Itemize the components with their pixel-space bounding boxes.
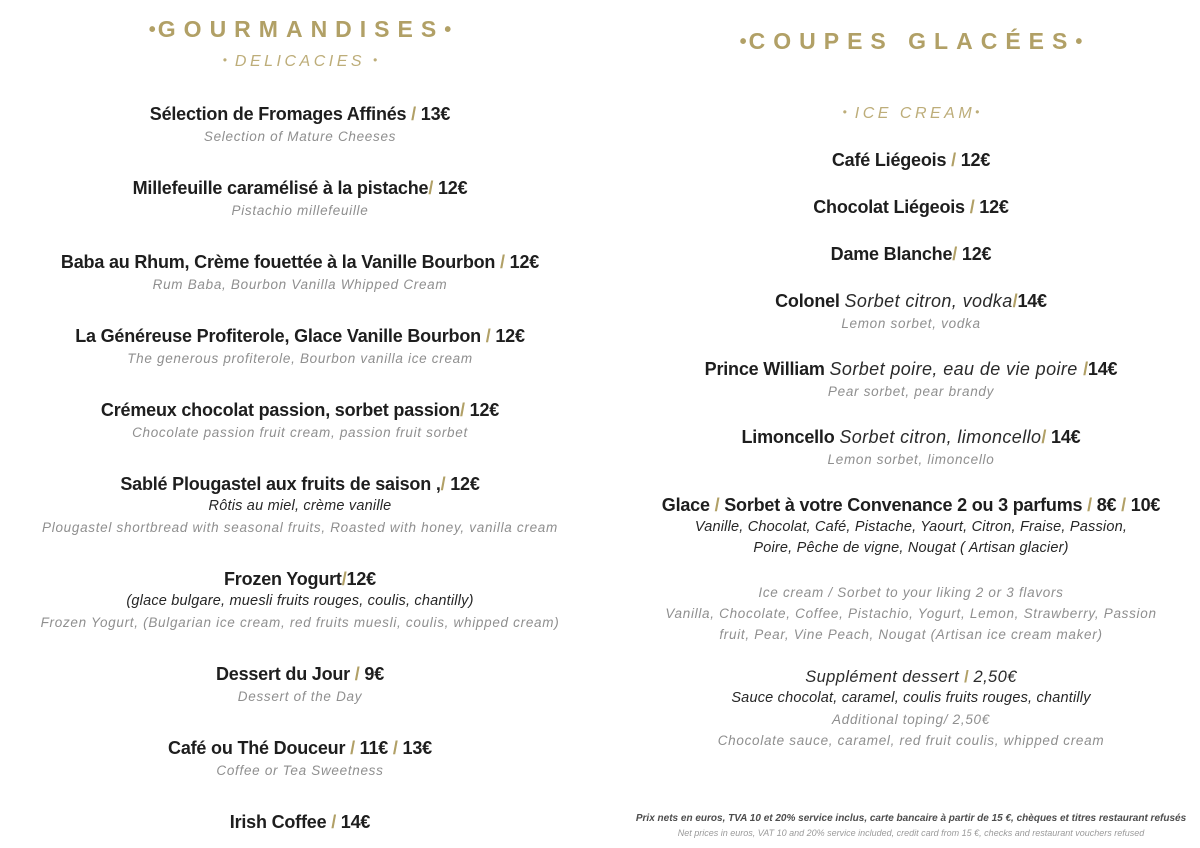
menu-item [0, 324, 600, 369]
menu-items-right [628, 148, 1194, 751]
gold-separator: / [341, 569, 347, 589]
menu-item-title [0, 662, 600, 686]
title-run: 14€ [1017, 291, 1047, 311]
menu-item-title [628, 148, 1194, 172]
title-run: Sorbet à votre Convenance 2 ou 3 parfums [719, 495, 1088, 515]
menu-item [628, 425, 1194, 470]
menu-item-subtitle: Additional toping/ 2,50€ [832, 712, 990, 727]
menu-item [628, 195, 1194, 219]
menu-item [0, 736, 600, 781]
bullet-icon: • [148, 19, 156, 41]
gold-separator: / [411, 104, 416, 124]
menu-item-subtitle: The generous profiterole, Bourbon vanilla ice cream [127, 351, 473, 366]
legal-footer [628, 811, 1194, 840]
title-run: Dessert du Jour [215, 664, 355, 684]
menu-item [0, 398, 600, 443]
menu-item-title [628, 666, 1194, 688]
gold-separator: / [1041, 427, 1047, 447]
menu-item-title [0, 250, 600, 274]
title-run: Crémeux chocolat passion, sorbet passion [100, 400, 461, 420]
gold-separator: / [952, 244, 958, 264]
menu-item-subtitle: Selection of Mature Cheeses [203, 129, 397, 144]
title-run: 14€ [336, 812, 371, 832]
menu-item [0, 250, 600, 295]
menu-item-title [628, 493, 1194, 517]
gold-separator: / [428, 178, 434, 198]
menu-item [0, 810, 600, 834]
title-run: 10€ [1125, 495, 1161, 515]
menu-items-left [0, 102, 600, 834]
title-run: La Généreuse Profiterole, Glace Vanille Bourbon [75, 326, 486, 346]
menu-item-title [628, 357, 1194, 381]
menu-item-subtitle: Vanille, Chocolat, Café, Pistache, Yaourt, Citron, Fraise, Passion, [694, 519, 1128, 535]
title-run: Millefeuille caramélisé à la pistache [132, 178, 429, 198]
bullet-icon: • [373, 53, 378, 67]
menu-item-subtitle: Pear sorbet, pear brandy [827, 384, 995, 399]
menu-item-title [628, 195, 1194, 219]
title-run: 12€ [955, 150, 991, 170]
gold-separator: / [1083, 359, 1088, 379]
section-subtitle-delicacies [0, 49, 600, 73]
legal-footer-french: Prix nets en euros, TVA 10 et 20% service inclus, carte bancaire à partir de 15 €, chèques et titres restaurant refusés [635, 813, 1187, 824]
title-run: 2,50€ [968, 668, 1017, 686]
menu-item-subtitle: Lemon sorbet, limoncello [827, 452, 995, 467]
legal-footer-english: Net prices in euros, VAT 10 and 20% service included, credit card from 15 €, checks and restaurant vouchers refused [677, 828, 1145, 838]
menu-item-title [628, 242, 1194, 266]
title-run: 11€ [354, 738, 393, 758]
menu-item-subtitle: Ice cream / Sorbet to your liking 2 or 3 flavors [758, 585, 1064, 600]
menu-item [628, 289, 1194, 334]
title-run: Prince William [704, 359, 830, 379]
title-run: Supplément dessert [805, 668, 965, 686]
gold-separator: / [1087, 495, 1092, 515]
menu-item-title [0, 102, 600, 126]
bullet-icon: • [842, 105, 847, 119]
gold-separator: / [331, 812, 336, 832]
menu-item-title [0, 567, 600, 591]
menu-item-subtitle: Pistachio millefeuille [231, 203, 369, 218]
menu-item-subtitle: (glace bulgare, muesli fruits rouges, coulis, chantilly) [126, 593, 474, 609]
menu-item [628, 582, 1194, 645]
menu-item-subtitle: Dessert of the Day [237, 689, 363, 704]
menu-item-title [0, 176, 600, 200]
title-run: Chocolat Liégeois [813, 197, 970, 217]
title-run: 8€ [1091, 495, 1122, 515]
gold-separator: / [350, 738, 355, 758]
menu-item-title [0, 736, 600, 760]
title-run: 14€ [1087, 359, 1118, 379]
title-run: 12€ [464, 400, 500, 420]
menu-item-subtitle: Chocolate sauce, caramel, red fruit coulis, whipped cream [717, 733, 1105, 748]
gold-separator: / [969, 197, 975, 217]
gold-separator: / [485, 326, 491, 346]
title-run: Colonel [775, 291, 845, 311]
menu-item [0, 176, 600, 221]
menu-item-subtitle: Rum Baba, Bourbon Vanilla Whipped Cream [152, 277, 448, 292]
gold-separator: / [354, 664, 360, 684]
section-subtitle-text: ICE CREAM [854, 105, 976, 122]
menu-item [628, 357, 1194, 402]
title-run: 12€ [346, 569, 376, 589]
menu-item [0, 662, 600, 707]
menu-item-subtitle: fruit, Pear, Vine Peach, Nougat (Artisan ice cream maker) [719, 627, 1103, 642]
section-title-text: COUPES GLACÉES [748, 28, 1076, 54]
section-subtitle-ice-cream [628, 101, 1194, 125]
title-run: Frozen Yogurt [224, 569, 342, 589]
gold-separator: / [714, 495, 720, 515]
title-run: Sorbet citron, vodka [844, 291, 1013, 311]
menu-item-subtitle: Lemon sorbet, vodka [841, 316, 981, 331]
title-run: 12€ [445, 474, 480, 494]
title-run: 12€ [974, 197, 1009, 217]
menu-item [628, 666, 1194, 751]
title-run: Sablé Plougastel aux fruits de saison , [120, 474, 441, 494]
section-title-text: GOURMANDISES [157, 16, 445, 42]
menu-item-subtitle: Poire, Pêche de vigne, Nougat ( Artisan glacier) [753, 540, 1069, 556]
menu-item-title [0, 472, 600, 496]
bullet-icon: • [222, 53, 227, 67]
menu-item-subtitle: Rôtis au miel, crème vanille [208, 498, 392, 514]
title-run: Dame Blanche [830, 244, 953, 264]
title-run: Baba au Rhum, Crème fouettée à la Vanille Bourbon [60, 252, 501, 272]
title-run: Sorbet poire, eau de vie poire [829, 359, 1084, 379]
bullet-icon: • [444, 19, 452, 41]
menu-item [628, 148, 1194, 172]
gold-separator: / [440, 474, 446, 494]
bullet-icon: • [739, 31, 747, 53]
title-run: 12€ [433, 178, 468, 198]
title-run: 13€ [415, 104, 451, 124]
title-run: 14€ [1046, 427, 1081, 447]
section-title-gourmandises [0, 14, 600, 45]
menu-item-title [628, 425, 1194, 449]
title-run: 12€ [504, 252, 540, 272]
title-run: Irish Coffee [229, 812, 332, 832]
gold-separator: / [1012, 291, 1018, 311]
gold-separator: / [460, 400, 465, 420]
menu-item-title [0, 324, 600, 348]
title-run: 12€ [957, 244, 992, 264]
section-gourmandises [0, 0, 600, 834]
menu-item-subtitle: Plougastel shortbread with seasonal fruits, Roasted with honey, vanilla cream [42, 520, 558, 535]
menu-item [628, 242, 1194, 266]
title-run: 9€ [359, 664, 385, 684]
title-run: Café ou Thé Douceur [168, 738, 351, 758]
gold-separator: / [1121, 495, 1126, 515]
section-subtitle-text: DELICACIES [234, 53, 366, 70]
menu-item [628, 493, 1194, 559]
title-run: Sélection de Fromages Affinés [149, 104, 412, 124]
menu-item-title [0, 398, 600, 422]
bullet-icon: • [1075, 31, 1083, 53]
menu-item-subtitle: Vanilla, Chocolate, Coffee, Pistachio, Yogurt, Lemon, Strawberry, Passion [665, 606, 1157, 621]
section-title-coupes-glacees [628, 26, 1194, 57]
title-run: Sorbet citron, limoncello [839, 427, 1042, 447]
menu-item-subtitle: Chocolate passion fruit cream, passion fruit sorbet [132, 425, 468, 440]
menu-item [0, 472, 600, 538]
gold-separator: / [500, 252, 505, 272]
section-coupes-glacees [628, 0, 1194, 840]
gold-separator: / [964, 668, 969, 686]
title-run: 12€ [490, 326, 525, 346]
title-run: Café Liégeois [831, 150, 952, 170]
menu-item-title [628, 289, 1194, 313]
menu-item-subtitle: Coffee or Tea Sweetness [216, 763, 384, 778]
title-run: 13€ [397, 738, 432, 758]
menu-item-subtitle: Frozen Yogurt, (Bulgarian ice cream, red fruits muesli, coulis, whipped cream) [40, 615, 560, 630]
menu-item [0, 102, 600, 147]
menu-item [0, 567, 600, 633]
title-run: Limoncello [741, 427, 840, 447]
menu-item-subtitle: Sauce chocolat, caramel, coulis fruits rouges, chantilly [731, 690, 1091, 706]
title-run: Glace [661, 495, 715, 515]
menu-item-title [0, 810, 600, 834]
bullet-icon: • [975, 105, 980, 119]
gold-separator: / [951, 150, 956, 170]
gold-separator: / [392, 738, 398, 758]
